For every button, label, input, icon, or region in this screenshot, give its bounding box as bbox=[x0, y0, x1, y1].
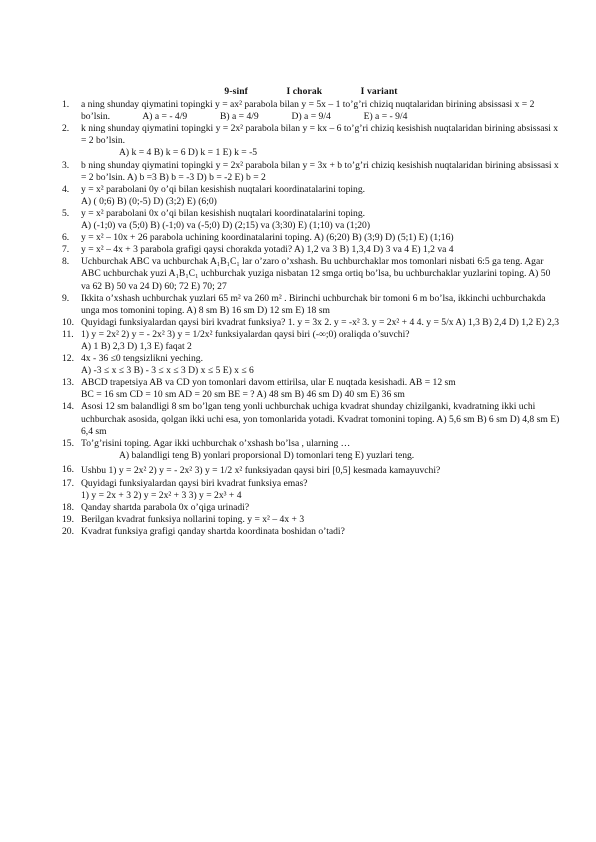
question-6 bbox=[62, 232, 560, 244]
question-number: 17. bbox=[62, 477, 74, 489]
question-text: a ning shunday qiymatini topingki y = ax² parabola bilan y = 5x – 1 to’g’ri chiziq nuqtalaridan birining absissasi x = 2 bo’lsin. bbox=[81, 99, 535, 123]
question-text: Berilgan kvadrat funksiya nollarini toping. y = x² – 4x + 3 bbox=[81, 514, 305, 526]
question-number: 1. bbox=[62, 99, 70, 111]
question-number: 8. bbox=[62, 256, 70, 268]
question-text: Ikkita o’xshash uchburchak yuzlari 65 m² va 260 m² . Birinchi uchburchak bir tomoni 6 m bo’lsa, ikkinchi uchburchakda unga mos tomonini toping. A) 8 sm B) 16 sm D) 12 sm E) 18 sm bbox=[81, 292, 546, 316]
options: A) k = 4 B) k = 6 D) k = 1 E) k = -5 bbox=[119, 147, 258, 159]
question-3 bbox=[62, 160, 560, 184]
question-text: Uchburchak ABC va uchburchak A₁B₁C₁ lar o’zaro o’xshash. Bu uchburchaklar mos tomonlari nisbati 6:5 ga teng. Agar ABC uchburchak yuzi A₁B₁C₁ uchburchak yuziga nisbatan 12 smga ortiq bo’lsa, bu uchburchaklar yuzlarini toping. A) 50 va 62 B) 50 va 24 D) 60; 72 E) 70; 27 bbox=[81, 256, 551, 292]
question-text: y = x² parabolani 0y o’qi bilan kesishish nuqtalari koordinatalarini toping. bbox=[81, 183, 366, 195]
question-number: 18. bbox=[62, 502, 74, 514]
question-text: y = x² – 4x + 3 parabola grafigi qaysi chorakda yotadi? A) 1,2 va 3 B) 1,3,4 D) 3 va 4 E) 1,2 va 4 bbox=[81, 244, 454, 256]
question-text: 1) y = 2x² 2) y = - 2x² 3) y = 1/2x² funksiyalardan qaysi biri (-∞;0) oraliqda o’suvchi? bbox=[81, 328, 410, 340]
question-14 bbox=[62, 401, 560, 437]
question-15 bbox=[62, 438, 560, 462]
question-number: 15. bbox=[62, 437, 74, 449]
question-number: 10. bbox=[62, 316, 74, 328]
question-number: 12. bbox=[62, 353, 74, 365]
options: A) 1 B) 2,3 D) 1,3 E) faqat 2 bbox=[81, 340, 192, 352]
options: A) (-1;0) va (5;0) B) (-1;0) va (-5;0) D) (2;15) va (3;30) E) (1;10) va (1;20) bbox=[81, 220, 371, 232]
question-text: k ning shunday qiymatini topingki y = 2x² parabola bilan y = kx – 6 to’g’ri chiziq kesishish nuqtalaridan birining absissasi x = 2 bo’lsin. bbox=[81, 123, 559, 147]
question-number: 7. bbox=[62, 244, 70, 256]
question-text: 4x - 36 ≤0 tengsizlikni yeching. bbox=[81, 353, 203, 365]
option-a: A) a = - 4/9 bbox=[142, 111, 188, 123]
option-e: E) a = - 9/4 bbox=[363, 111, 408, 123]
question-8 bbox=[62, 256, 560, 292]
options: A) -3 ≤ x ≤ 3 B) - 3 ≤ x ≤ 3 D) x ≤ 5 E) x ≤ 6 bbox=[81, 365, 254, 377]
question-9 bbox=[62, 293, 560, 317]
test-page bbox=[62, 86, 560, 538]
question-number: 2. bbox=[62, 123, 70, 135]
options: BC = 16 sm CD = 10 sm AD = 20 sm BE = ? A) 48 sm B) 46 sm D) 40 sm E) 36 sm bbox=[81, 389, 405, 401]
question-5 bbox=[62, 208, 560, 232]
question-text: y = x² parabolani 0x o’qi bilan kesishish nuqtalari koordinatalarini toping. bbox=[81, 207, 366, 219]
question-18 bbox=[62, 502, 560, 514]
question-7 bbox=[62, 244, 560, 256]
question-number: 9. bbox=[62, 292, 70, 304]
question-number: 11. bbox=[62, 328, 74, 340]
question-text: Quyidagi funksiyalardan qaysi biri kvadrat funksiya? 1. y = 3x 2. y = -x² 3. y = 2x² + 4 4. y = 5/x A) 1,3 B) 2,4 D) 1,2 E) 2,3 bbox=[81, 316, 560, 328]
question-19 bbox=[62, 514, 560, 526]
question-number: 5. bbox=[62, 207, 70, 219]
question-13 bbox=[62, 377, 560, 401]
question-text: Asosi 12 sm balandligi 8 sm bo’lgan teng yonli uchburchak uchiga kvadrat shunday chizilganki, kvadratning ikki uchi uchburchak asosida, qolgan ikki uchi esa, yon tomonlarida yotadi. Kvadrat tomonini toping. A) 5,6 sm B) 6 sm D) 4,8 sm E) 6,4 sm bbox=[81, 401, 560, 437]
question-number: 13. bbox=[62, 377, 74, 389]
question-text: Kvadrat funksiya grafigi qanday shartda koordinata boshidan o’tadi? bbox=[81, 526, 345, 538]
question-number: 3. bbox=[62, 159, 70, 171]
options: A) balandligi teng B) yonlari proporsional D) tomonlari teng E) yuzlari teng. bbox=[119, 449, 415, 461]
question-text: Ushbu 1) y = 2x² 2) y = - 2x² 3) y = 1/2 x² funksiyadan qaysi biri [0,5] kesmada kamayuvchi? bbox=[81, 464, 441, 476]
question-number: 6. bbox=[62, 232, 70, 244]
question-text: b ning shunday qiymatini topingki y = 2x² parabola bilan y = 3x + b to’g’ri chiziq kesishish nuqtalaridan birining absissasi x = 2 bo’lsin. A) b =3 B) b = -3 D) b = -2 E) b = 2 bbox=[81, 159, 559, 183]
question-11 bbox=[62, 329, 560, 353]
question-number: 20. bbox=[62, 526, 74, 538]
question-1 bbox=[62, 99, 560, 123]
grade-label: 9-sinf bbox=[224, 86, 248, 97]
question-10 bbox=[62, 317, 560, 329]
question-number: 19. bbox=[62, 514, 74, 526]
question-12 bbox=[62, 353, 560, 377]
variant-label: I variant bbox=[360, 86, 398, 97]
question-text: ABCD trapetsiya AB va CD yon tomonlari davom ettirilsa, ular E nuqtada kesishadi. AB = 12 sm bbox=[81, 377, 456, 389]
test-header bbox=[62, 86, 560, 98]
question-number: 16. bbox=[62, 463, 74, 475]
options: A) ( 0;6) B) (0;-5) D) (3;2) E) (6;0) bbox=[81, 195, 217, 207]
options: 1) y = 2x + 3 2) y = 2x² + 3 3) y = 2x³ + 4 bbox=[81, 490, 242, 501]
question-text: Qanday shartda parabola 0x o’qiga urinadi? bbox=[81, 502, 250, 514]
question-2 bbox=[62, 123, 560, 159]
question-16 bbox=[62, 464, 560, 478]
question-17 bbox=[62, 478, 560, 502]
question-text: To’g’risini toping. Agar ikki uchburchak o’xshash bo’lsa , ularning … bbox=[81, 437, 351, 449]
quarter-label: I chorak bbox=[286, 86, 323, 97]
question-text: Quyidagi funksiyalardan qaysi biri kvadrat funksiya emas? bbox=[81, 477, 308, 489]
question-list bbox=[62, 99, 560, 538]
question-number: 4. bbox=[62, 183, 70, 195]
option-d: D) a = 9/4 bbox=[291, 111, 331, 123]
question-4 bbox=[62, 184, 560, 208]
option-b: B) a = 4/9 bbox=[220, 111, 259, 123]
question-20 bbox=[62, 526, 560, 538]
question-number: 14. bbox=[62, 401, 74, 413]
question-text: y = x² – 10x + 26 parabola uchining koordinatalarini toping. A) (6;20) B) (3;9) D) (5;1) E) (1;16) bbox=[81, 232, 454, 244]
